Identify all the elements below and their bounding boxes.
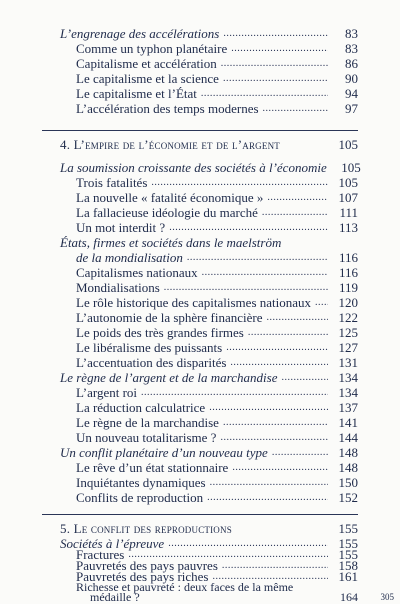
toc-label: Mondialisations — [76, 280, 160, 295]
toc-page-ref: 86 — [345, 56, 358, 71]
toc-entry — [76, 205, 358, 220]
toc-page-ref: 113 — [338, 220, 358, 235]
toc-label: Un nouveau totalitarisme ? — [76, 430, 217, 445]
dot-leader — [210, 476, 328, 490]
chapter-divider — [42, 130, 358, 131]
toc-label: Pauvretés des pays pauvres — [76, 558, 218, 573]
toc-label: La fallacieuse idéologie du marché — [76, 205, 258, 220]
dot-leader — [226, 341, 328, 355]
toc-entry — [76, 310, 358, 325]
dot-leader — [223, 72, 328, 86]
toc-label: L’engrenage des accélérations — [60, 26, 220, 41]
toc-entry — [76, 475, 358, 490]
dot-leader — [262, 206, 328, 220]
toc-entry — [76, 340, 358, 355]
toc-entry — [76, 56, 358, 71]
dot-leader — [221, 57, 328, 71]
toc-label: Le règne de la marchandise — [76, 415, 219, 430]
toc-page-ref: 161 — [338, 569, 358, 584]
toc-entry — [76, 280, 358, 295]
toc-page-ref: 144 — [338, 430, 358, 445]
toc-chapter — [60, 521, 358, 536]
toc-label: Comme un typhon planétaire — [76, 41, 228, 56]
toc-label: Conflits de reproduction — [76, 490, 204, 505]
toc-entry — [76, 175, 358, 190]
toc-label: Inquiétantes dynamiques — [76, 475, 206, 490]
toc-label: Le rôle historique des capitalismes nationaux — [76, 295, 312, 310]
toc-page-ref: 155 — [338, 521, 358, 536]
toc-page-ref: 134 — [338, 370, 358, 385]
dot-leader — [151, 176, 328, 190]
toc-page-ref: 90 — [345, 71, 358, 86]
toc-page-ref: 137 — [338, 400, 358, 415]
toc-entry-line-1: Richesse et pauvreté : deux faces de la même — [76, 580, 294, 594]
toc-entry — [76, 41, 358, 56]
toc-label: Capitalisme et accélération — [76, 56, 217, 71]
toc-page-ref: 105 — [338, 137, 358, 152]
toc-label: La soumission croissante des sociétés à l’économie — [60, 160, 327, 175]
dot-leader — [248, 326, 328, 340]
toc-entry — [76, 430, 358, 445]
dot-leader — [209, 401, 328, 415]
toc-section-line-1: États, firmes et sociétés dans le maelström — [60, 235, 282, 250]
toc-page-ref: 116 — [338, 265, 358, 280]
toc-entry — [76, 220, 358, 235]
dot-leader — [187, 251, 328, 265]
toc-page-ref: 83 — [345, 41, 358, 56]
toc-page-ref: 105 — [338, 175, 358, 190]
toc-page-ref: 134 — [338, 385, 358, 400]
toc-label: Trois fatalités — [76, 175, 148, 190]
toc-label: Le règne de l’argent et de la marchandise — [60, 370, 278, 385]
toc-label: Pauvretés des pays riches — [76, 569, 209, 584]
toc-entry — [76, 415, 358, 430]
toc-entry — [76, 190, 358, 205]
toc-page-ref: 111 — [339, 205, 358, 220]
toc-entry — [76, 490, 358, 505]
toc-label: Un mot interdit ? — [76, 220, 166, 235]
dot-leader — [272, 446, 328, 460]
toc-page-ref: 83 — [345, 26, 358, 41]
dot-leader — [267, 191, 328, 205]
toc-page-ref: 164 — [340, 590, 358, 604]
toc-label: Sociétés à l’épreuve — [60, 536, 165, 551]
toc-label: Le poids des très grandes firmes — [76, 325, 244, 340]
toc-section — [60, 370, 358, 385]
toc-label: L’accentuation des disparités — [76, 355, 227, 370]
dot-leader — [164, 281, 328, 295]
toc-label: Le capitalisme et l’État — [76, 86, 197, 101]
toc-label: 5. Le conflit des reproductions — [60, 521, 232, 536]
dot-leader — [141, 386, 328, 400]
toc-page-ref: 155 — [338, 547, 358, 562]
toc-label: L’argent roi — [76, 385, 138, 400]
toc-entry — [76, 460, 358, 475]
toc-label: Le capitalisme et la science — [76, 71, 219, 86]
toc-page-ref: 116 — [338, 250, 358, 265]
dot-leader — [201, 87, 328, 101]
dot-leader — [169, 221, 328, 235]
toc-entry — [90, 590, 358, 604]
toc-page-ref: 158 — [338, 558, 358, 573]
toc-label: Capitalismes nationaux — [76, 265, 198, 280]
toc-page-ref: 148 — [338, 460, 358, 475]
toc-label: La réduction calculatrice — [76, 400, 206, 415]
toc-label: L’accélération des temps modernes — [76, 101, 259, 116]
dot-leader — [315, 296, 328, 310]
toc-label: Le libéralisme des puissants — [76, 340, 223, 355]
dot-leader — [263, 102, 328, 116]
toc-section — [60, 26, 358, 41]
toc-entry — [76, 355, 358, 370]
dot-leader — [281, 371, 328, 385]
toc-entry — [76, 325, 358, 340]
toc-page-ref: 94 — [345, 86, 358, 101]
dot-leader — [230, 356, 328, 370]
page-number: 305 — [380, 592, 394, 602]
toc-label: La nouvelle « fatalité économique » — [76, 190, 264, 205]
toc-page-ref: 127 — [338, 340, 358, 355]
toc-entry — [76, 265, 358, 280]
toc-label: Un conflit planétaire d’un nouveau type — [60, 445, 268, 460]
toc-page-ref: 148 — [338, 445, 358, 460]
toc-label: Fractures — [76, 547, 125, 562]
dot-leader — [267, 311, 329, 325]
dot-leader — [202, 266, 328, 280]
toc-page-ref: 155 — [338, 536, 358, 551]
dot-leader — [223, 27, 328, 41]
toc-page-ref: 131 — [338, 355, 358, 370]
toc-entry — [76, 385, 358, 400]
dot-leader — [231, 42, 328, 56]
toc-chapter — [60, 137, 358, 152]
toc-entry — [76, 295, 358, 310]
toc-section — [60, 445, 358, 460]
toc-entry — [76, 86, 358, 101]
toc-entry — [76, 101, 358, 116]
toc-page-ref: 107 — [338, 190, 358, 205]
toc-page-ref: 105 — [341, 160, 361, 175]
toc-page-ref: 97 — [345, 101, 358, 116]
toc-page-ref: 150 — [338, 475, 358, 490]
toc-page-ref: 141 — [338, 415, 358, 430]
toc-section — [76, 250, 358, 265]
dot-leader — [232, 461, 328, 475]
toc-label: L’autonomie de la sphère financière — [76, 310, 263, 325]
chapter-divider — [42, 514, 358, 515]
dot-leader — [223, 416, 328, 430]
toc-label: de la mondialisation — [76, 250, 183, 265]
toc-page-ref: 119 — [338, 280, 358, 295]
dot-leader — [207, 491, 328, 505]
toc-page-ref: 122 — [338, 310, 358, 325]
toc-label: médaille ? — [90, 590, 140, 604]
dot-leader — [220, 431, 328, 445]
toc-label: Le rêve d’un état stationnaire — [76, 460, 229, 475]
toc-section — [60, 160, 361, 175]
toc-page-ref: 125 — [338, 325, 358, 340]
toc-page-ref: 120 — [338, 295, 358, 310]
toc-entry — [76, 71, 358, 86]
toc-entry — [76, 400, 358, 415]
toc-label: 4. L’empire de l’économie et de l’argent — [60, 137, 280, 152]
toc-page-ref: 152 — [338, 490, 358, 505]
